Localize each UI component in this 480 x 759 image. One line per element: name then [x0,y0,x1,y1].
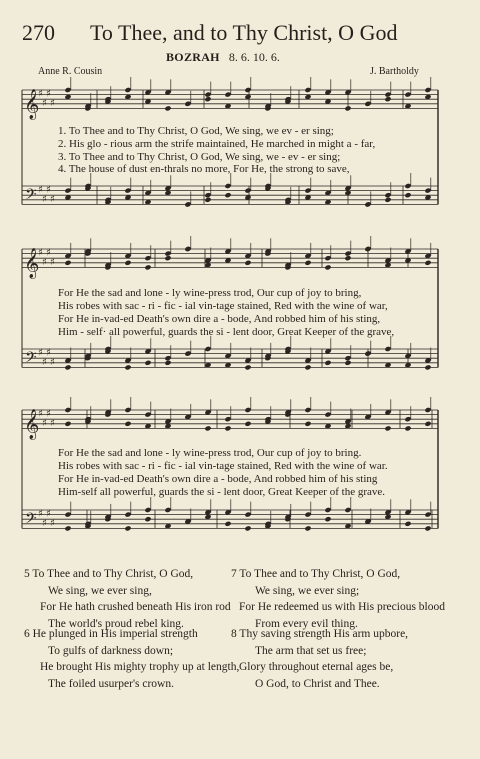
svg-text:♯: ♯ [42,356,47,368]
svg-text:♯: ♯ [38,508,43,520]
lyric-line: 1. To Thee and to Thy Christ, O God, We sing, we ev - er sing; [58,125,334,137]
meter: 8. 6. 10. 6. [228,50,280,64]
lyric-line: For He in-vad-ed Death's own dire a - bode, And robbed him of his sting, [58,313,381,325]
stanza-number: 6 [24,628,30,640]
svg-text:♯: ♯ [50,517,55,529]
stanza-7 [231,566,445,632]
svg-text:♯: ♯ [50,97,55,109]
author: Anne R. Cousin [38,66,103,77]
stanza-line: To Thee and to Thy Christ, O God, [239,568,401,580]
stanza-8 [231,626,408,692]
svg-text:♯: ♯ [42,97,47,109]
svg-text:♯: ♯ [50,417,55,429]
stanza-number: 5 [24,568,30,580]
stanza-line: He brought His mighty trophy up at length, [40,661,240,673]
stanza-line: We sing, we ever sing; [255,584,360,597]
stanza-number: 8 [231,628,237,640]
svg-text:♯: ♯ [46,88,51,100]
lyric-line: Him - self· all powerful, guards the si - lent door, Great Keeper of the grave, [58,326,395,338]
svg-text:𝄢: 𝄢 [25,185,37,207]
stanza-line: We sing, we ever sing, [48,584,152,597]
svg-text:♯: ♯ [42,193,47,205]
stanza-5 [24,566,231,632]
stanza-line: The world's proud rebel king. [48,617,184,630]
svg-text:♯: ♯ [38,408,43,420]
svg-text:♯: ♯ [42,256,47,268]
lyric-line: For He in-vad-ed Death's own dire a - bode, And robbed him of his sting [58,473,378,485]
svg-text:𝄞: 𝄞 [24,248,40,279]
lyric-line: His robes with sac - ri - fic - ial vin-tage stained, Red with the wine of war, [58,300,388,312]
svg-text:♯: ♯ [38,88,43,100]
lyric-line: His robes with sac - ri - fic - ial vin-tage stained, Red with the wine of war. [58,460,388,472]
svg-text:♯: ♯ [46,408,51,420]
svg-text:♯: ♯ [38,347,43,359]
lyric-line: For He the sad and lone - ly wine-press trod, Our cup of joy to bring. [58,447,362,459]
stanza-line: O God, to Christ and Thee. [255,677,380,690]
stanza-line: He plunged in His imperial strength [32,628,198,640]
svg-text:♯: ♯ [42,517,47,529]
stanza-line: To gulfs of darkness down; [48,644,174,657]
stanza-number: 7 [231,568,237,580]
svg-text:𝄞: 𝄞 [24,89,40,120]
svg-text:♯: ♯ [50,193,55,205]
svg-text:♯: ♯ [46,508,51,520]
composer: J. Bartholdy [370,66,419,77]
stanza-6 [24,626,239,692]
svg-text:♯: ♯ [50,256,55,268]
svg-text:♯: ♯ [46,347,51,359]
stanza-line: From every evil thing. [255,617,358,630]
svg-text:♯: ♯ [38,247,43,259]
lyric-line: Him-self all powerful, guards the si - lent door, Great Keeper of the grave. [58,486,385,498]
lyric-line: 2. His glo - rious arm the strife maintained, He marched in might a - far, [58,138,376,150]
svg-text:♯: ♯ [46,247,51,259]
hymn-title: To Thee, and to Thy Christ, O God [90,20,398,45]
svg-text:𝄞: 𝄞 [24,409,40,440]
stanza-line: For He redeemed us with His precious blood [239,601,446,613]
stanza-line: The arm that set us free; [255,644,367,657]
svg-text:𝄢: 𝄢 [25,348,37,370]
svg-text:♯: ♯ [46,184,51,196]
svg-text:𝄢: 𝄢 [25,509,37,531]
stanza-line: Glory throughout eternal ages be, [239,661,394,673]
svg-text:♯: ♯ [42,417,47,429]
lyric-line: 3. To Thee and to Thy Christ, O God, We sing, we - ev - er sing; [58,151,341,163]
tune-name: BOZRAH [166,50,220,64]
hymn-number: 270 [22,20,55,45]
svg-text:♯: ♯ [38,184,43,196]
stanza-line: For He hath crushed beneath His iron rod [40,601,231,613]
stanza-line: Thy saving strength His arm upbore, [239,628,409,640]
lyric-line: For He the sad and lone - ly wine-press trod, Our cup of joy to bring, [58,287,362,299]
stanza-line: To Thee and to Thy Christ, O God, [32,568,194,580]
svg-text:♯: ♯ [50,356,55,368]
lyric-line: 4. The house of dust en-thrals no more, For He, the strong to save, [58,163,350,175]
stanza-line: The foiled usurper's crown. [48,677,174,690]
